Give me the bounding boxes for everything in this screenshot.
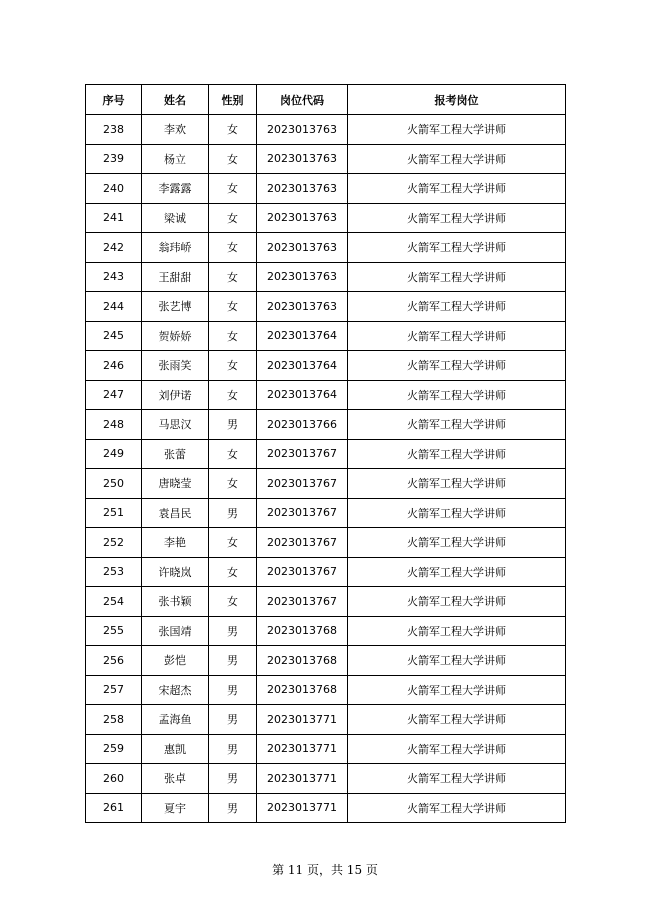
cell-name: 袁昌民 [142,498,209,528]
cell-position-code: 2023013771 [257,793,348,823]
cell-position: 火箭军工程大学讲师 [348,233,566,263]
cell-serial: 261 [86,793,142,823]
cell-position: 火箭军工程大学讲师 [348,764,566,794]
cell-gender: 男 [209,498,257,528]
cell-position: 火箭军工程大学讲师 [348,351,566,381]
cell-name: 张雨笑 [142,351,209,381]
cell-position-code: 2023013764 [257,351,348,381]
cell-serial: 240 [86,174,142,204]
header-serial: 序号 [86,85,142,115]
cell-name: 夏宇 [142,793,209,823]
cell-serial: 244 [86,292,142,322]
cell-position-code: 2023013763 [257,262,348,292]
cell-gender: 女 [209,115,257,145]
cell-position-code: 2023013767 [257,557,348,587]
cell-position: 火箭军工程大学讲师 [348,587,566,617]
cell-serial: 248 [86,410,142,440]
cell-serial: 251 [86,498,142,528]
cell-position-code: 2023013771 [257,764,348,794]
cell-position-code: 2023013771 [257,705,348,735]
cell-gender: 男 [209,675,257,705]
cell-gender: 男 [209,410,257,440]
table-body [86,115,566,823]
cell-position-code: 2023013763 [257,174,348,204]
table-row [86,675,566,705]
cell-serial: 256 [86,646,142,676]
page-footer: 第 11 页，共 15 页 [272,863,378,877]
cell-position-code: 2023013763 [257,115,348,145]
cell-position: 火箭军工程大学讲师 [348,203,566,233]
table-row [86,233,566,263]
cell-position: 火箭军工程大学讲师 [348,292,566,322]
cell-gender: 女 [209,174,257,204]
cell-position: 火箭军工程大学讲师 [348,115,566,145]
cell-position-code: 2023013767 [257,498,348,528]
cell-name: 杨立 [142,144,209,174]
cell-name: 张卓 [142,764,209,794]
table-row [86,351,566,381]
cell-position-code: 2023013767 [257,587,348,617]
cell-gender: 女 [209,439,257,469]
cell-position: 火箭军工程大学讲师 [348,144,566,174]
table-row [86,528,566,558]
header-position: 报考岗位 [348,85,566,115]
table-row [86,587,566,617]
cell-serial: 242 [86,233,142,263]
table-row [86,321,566,351]
cell-name: 张艺博 [142,292,209,322]
cell-name: 唐晓莹 [142,469,209,499]
table-row [86,616,566,646]
table-row [86,144,566,174]
cell-position-code: 2023013764 [257,380,348,410]
table-row [86,557,566,587]
cell-position-code: 2023013771 [257,734,348,764]
cell-position: 火箭军工程大学讲师 [348,262,566,292]
table-row [86,174,566,204]
cell-name: 王甜甜 [142,262,209,292]
cell-gender: 女 [209,587,257,617]
cell-serial: 246 [86,351,142,381]
cell-name: 翁玮峤 [142,233,209,263]
cell-position: 火箭军工程大学讲师 [348,410,566,440]
cell-gender: 男 [209,705,257,735]
cell-serial: 249 [86,439,142,469]
cell-name: 马思汉 [142,410,209,440]
cell-name: 梁诚 [142,203,209,233]
cell-position: 火箭军工程大学讲师 [348,174,566,204]
table-row [86,498,566,528]
cell-name: 孟海鱼 [142,705,209,735]
table-row [86,439,566,469]
cell-position: 火箭军工程大学讲师 [348,498,566,528]
table-row [86,292,566,322]
cell-gender: 女 [209,557,257,587]
cell-position: 火箭军工程大学讲师 [348,675,566,705]
cell-name: 张国靖 [142,616,209,646]
cell-position: 火箭军工程大学讲师 [348,380,566,410]
cell-gender: 男 [209,616,257,646]
cell-position-code: 2023013768 [257,616,348,646]
cell-gender: 女 [209,144,257,174]
header-gender: 性别 [209,85,257,115]
cell-position: 火箭军工程大学讲师 [348,734,566,764]
cell-gender: 女 [209,292,257,322]
table-row [86,380,566,410]
cell-gender: 女 [209,469,257,499]
cell-gender: 女 [209,233,257,263]
cell-serial: 243 [86,262,142,292]
cell-name: 贺娇娇 [142,321,209,351]
cell-position: 火箭军工程大学讲师 [348,705,566,735]
table-row [86,705,566,735]
cell-position: 火箭军工程大学讲师 [348,469,566,499]
table-header-row [86,85,566,115]
cell-gender: 女 [209,262,257,292]
candidate-table [85,84,566,823]
cell-position: 火箭军工程大学讲师 [348,528,566,558]
cell-position-code: 2023013766 [257,410,348,440]
cell-name: 刘伊诺 [142,380,209,410]
cell-position-code: 2023013768 [257,675,348,705]
header-name: 姓名 [142,85,209,115]
cell-position-code: 2023013763 [257,233,348,263]
cell-serial: 260 [86,764,142,794]
cell-serial: 245 [86,321,142,351]
cell-serial: 253 [86,557,142,587]
table-row [86,469,566,499]
table-row [86,734,566,764]
table-row [86,115,566,145]
cell-serial: 247 [86,380,142,410]
cell-name: 惠凯 [142,734,209,764]
cell-position: 火箭军工程大学讲师 [348,616,566,646]
table-row [86,410,566,440]
table-row [86,764,566,794]
cell-position-code: 2023013764 [257,321,348,351]
cell-serial: 255 [86,616,142,646]
cell-position-code: 2023013763 [257,292,348,322]
cell-gender: 女 [209,203,257,233]
cell-gender: 女 [209,351,257,381]
cell-position-code: 2023013768 [257,646,348,676]
table-row [86,262,566,292]
cell-serial: 259 [86,734,142,764]
table-row [86,646,566,676]
cell-gender: 女 [209,528,257,558]
cell-name: 李艳 [142,528,209,558]
cell-serial: 250 [86,469,142,499]
header-position-code: 岗位代码 [257,85,348,115]
cell-serial: 258 [86,705,142,735]
cell-serial: 254 [86,587,142,617]
table-row [86,793,566,823]
cell-gender: 男 [209,646,257,676]
cell-name: 张书颖 [142,587,209,617]
cell-serial: 239 [86,144,142,174]
cell-name: 李露露 [142,174,209,204]
cell-serial: 238 [86,115,142,145]
cell-position: 火箭军工程大学讲师 [348,793,566,823]
cell-position-code: 2023013767 [257,439,348,469]
cell-name: 宋超杰 [142,675,209,705]
cell-position-code: 2023013767 [257,528,348,558]
cell-gender: 女 [209,380,257,410]
cell-name: 许晓岚 [142,557,209,587]
cell-serial: 252 [86,528,142,558]
cell-position: 火箭军工程大学讲师 [348,439,566,469]
cell-gender: 男 [209,734,257,764]
cell-serial: 241 [86,203,142,233]
cell-position: 火箭军工程大学讲师 [348,321,566,351]
cell-gender: 女 [209,321,257,351]
cell-name: 张蕾 [142,439,209,469]
cell-position: 火箭军工程大学讲师 [348,557,566,587]
cell-name: 李欢 [142,115,209,145]
cell-gender: 男 [209,764,257,794]
cell-name: 彭恺 [142,646,209,676]
cell-serial: 257 [86,675,142,705]
cell-position: 火箭军工程大学讲师 [348,646,566,676]
cell-position-code: 2023013763 [257,203,348,233]
cell-gender: 男 [209,793,257,823]
cell-position-code: 2023013763 [257,144,348,174]
cell-position-code: 2023013767 [257,469,348,499]
table-row [86,203,566,233]
